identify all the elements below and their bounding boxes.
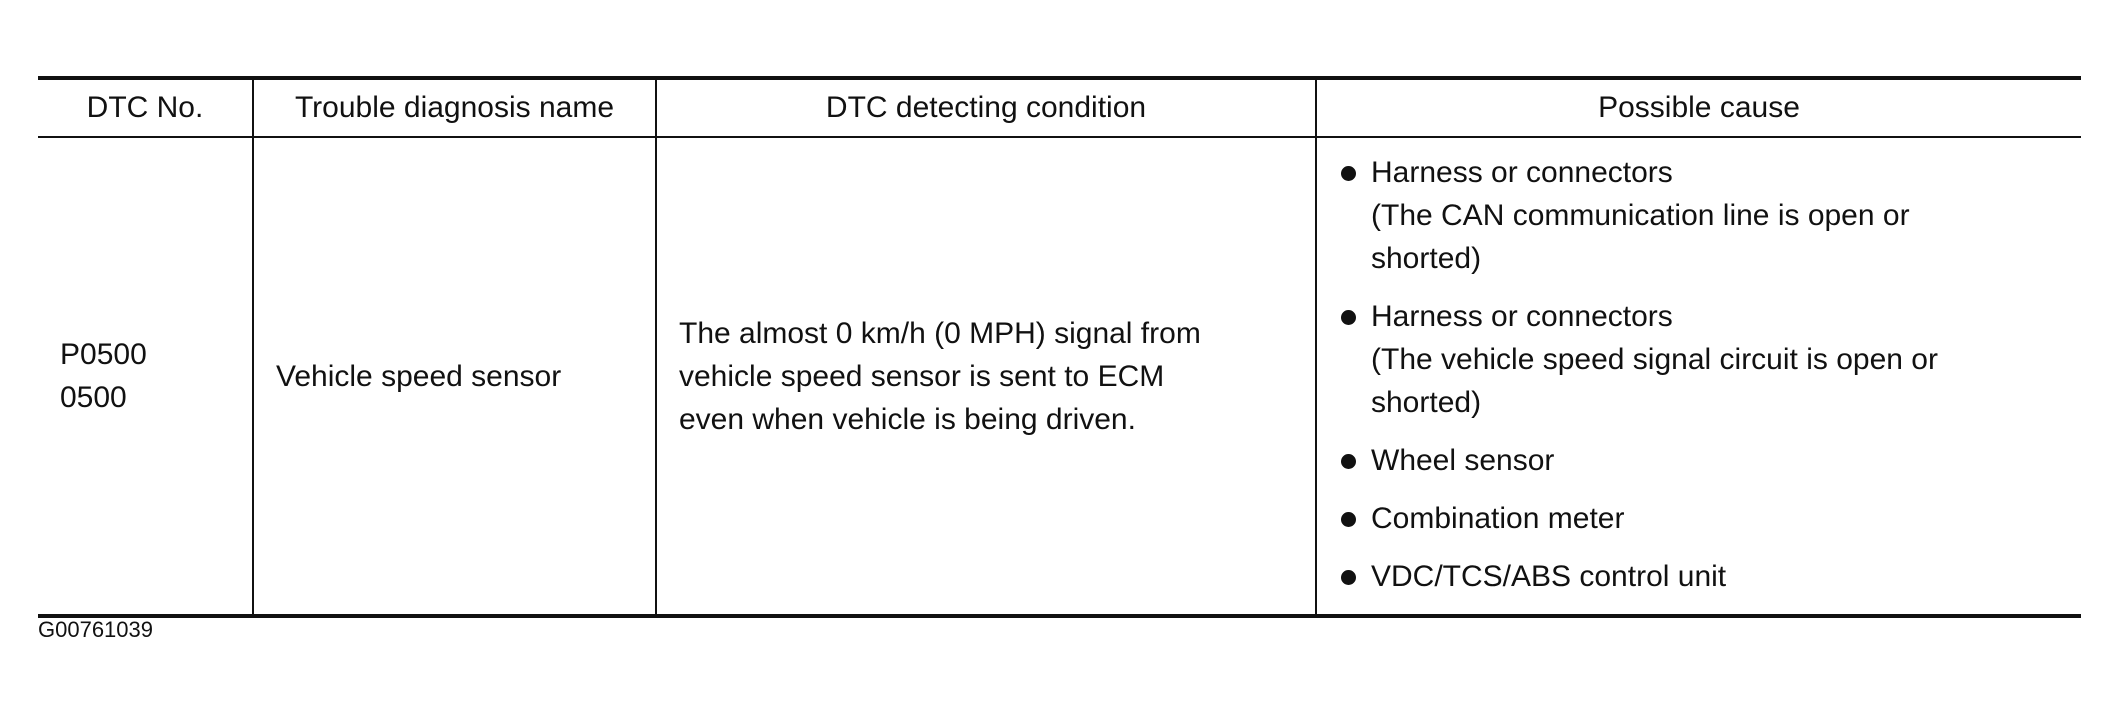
condition-line: even when vehicle is being driven.: [679, 402, 1136, 436]
cause-detail: (The CAN communication line is open or: [1371, 198, 1910, 232]
bullet-icon: [1341, 512, 1356, 527]
bullet-icon: [1341, 310, 1356, 325]
cause-detail: (The vehicle speed signal circuit is open or: [1371, 342, 1938, 376]
bullet-icon: [1341, 166, 1356, 181]
dtc-table: [38, 76, 2081, 618]
list-item: [1339, 439, 2081, 482]
list-item: [1339, 497, 2081, 540]
cause-text: Harness or connectors: [1371, 299, 1673, 333]
list-item: [1339, 555, 2081, 598]
cause-detail: shorted): [1371, 385, 1482, 419]
table-header-row: [38, 78, 2081, 137]
condition-line: The almost 0 km/h (0 MPH) signal from: [679, 316, 1201, 350]
dtc-code-alt: 0500: [60, 381, 127, 414]
header-possible-cause: Possible cause: [1316, 78, 2081, 137]
bullet-icon: [1341, 454, 1356, 469]
possible-cause-list: [1339, 151, 2081, 598]
list-item: [1339, 295, 2081, 424]
detecting-condition-cell: [656, 137, 1316, 616]
header-trouble-diagnosis-name: Trouble diagnosis name: [253, 78, 656, 137]
header-dtc-detecting-condition: DTC detecting condition: [656, 78, 1316, 137]
cause-text: VDC/TCS/ABS control unit: [1371, 559, 1727, 593]
condition-line: vehicle speed sensor is sent to ECM: [679, 359, 1165, 393]
diagnosis-name-cell: Vehicle speed sensor: [253, 137, 656, 616]
possible-cause-cell: [1316, 137, 2081, 616]
header-dtc-no: DTC No.: [86, 91, 204, 124]
figure-id: G00761039: [38, 617, 153, 642]
cause-text: Combination meter: [1371, 501, 1625, 535]
cause-detail: shorted): [1371, 241, 1482, 275]
list-item: [1339, 151, 2081, 280]
dtc-number-cell: [38, 137, 253, 616]
dtc-code: P0500: [60, 338, 147, 371]
bullet-icon: [1341, 570, 1356, 585]
cause-text: Wheel sensor: [1371, 443, 1555, 477]
cause-text: Harness or connectors: [1371, 155, 1673, 189]
table-row: [38, 137, 2081, 616]
